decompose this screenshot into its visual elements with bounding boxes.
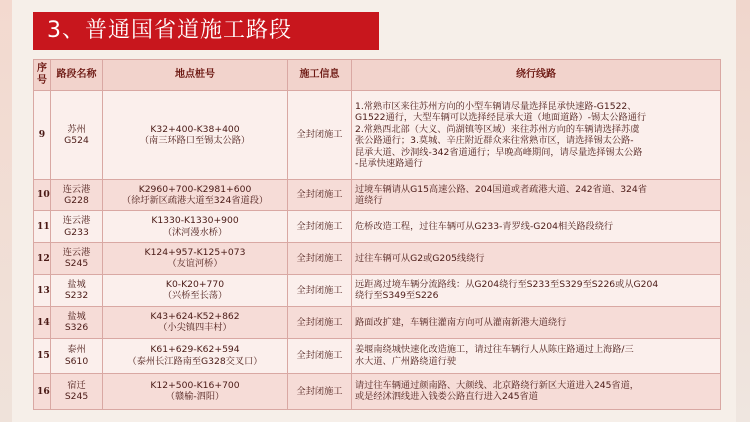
detour-route bbox=[352, 180, 721, 211]
road-code: G228 bbox=[64, 195, 89, 207]
detour-route bbox=[352, 243, 721, 275]
road-name bbox=[51, 91, 103, 180]
road-code: G233 bbox=[64, 226, 89, 238]
table-row bbox=[34, 211, 721, 243]
location-desc: （沭河漫水桥） bbox=[162, 226, 228, 238]
construction-info: 全封闭施工 bbox=[288, 91, 352, 180]
table-row bbox=[34, 306, 721, 338]
table-row bbox=[34, 91, 721, 180]
section-title: 3、普通国省道施工路段 bbox=[33, 12, 379, 50]
location-desc: （兴桥至长荡） bbox=[162, 290, 228, 302]
route-line: 过往车辆可从G2或G205线绕行 bbox=[355, 252, 485, 264]
table-row bbox=[34, 180, 721, 211]
construction-info: 全封闭施工 bbox=[288, 373, 352, 409]
location bbox=[103, 306, 288, 338]
route-line: 路面改扩建，车辆往灌南方向可从灌南新港大道绕行 bbox=[355, 316, 567, 328]
location-stake: K0-K20+770 bbox=[165, 278, 225, 290]
location-desc: （泰州长江路南至G328交叉口） bbox=[127, 355, 263, 367]
route-line: 张公路通行；3.莫城、辛庄附近群众来往常熟市区，请选择锡太公路- bbox=[355, 135, 634, 147]
construction-table bbox=[33, 59, 721, 410]
route-line: G1522通行，大型车辆可以选择经昆承大道（地面道路）-锡太公路通行 bbox=[355, 112, 647, 124]
construction-info: 全封闭施工 bbox=[288, 338, 352, 373]
detour-route bbox=[352, 306, 721, 338]
construction-info: 全封闭施工 bbox=[288, 211, 352, 243]
location-desc: （徐圩新区疏港大道至324省道段） bbox=[121, 195, 269, 207]
road-city: 连云港 bbox=[62, 183, 91, 195]
detour-route bbox=[352, 338, 721, 373]
road-code: G524 bbox=[64, 135, 89, 147]
road-code: S245 bbox=[64, 258, 89, 270]
row-no: 14 bbox=[34, 306, 51, 338]
road-city: 苏州 bbox=[67, 123, 86, 135]
route-line: 危桥改造工程，过往车辆可从G233-青罗线-G204相关路段绕行 bbox=[355, 220, 614, 232]
detour-route bbox=[352, 373, 721, 409]
location-desc: （赣榆-泗阳） bbox=[165, 391, 225, 403]
header-road: 路段名称 bbox=[51, 60, 103, 91]
road-city: 盐城 bbox=[67, 278, 86, 290]
location-stake: K1330-K1330+900 bbox=[151, 215, 239, 227]
location-stake: K12+500-K16+700 bbox=[150, 379, 240, 391]
right-decoration bbox=[736, 0, 750, 422]
row-no: 13 bbox=[34, 274, 51, 306]
route-line: 1.常熟市区来往苏州方向的小型车辆请尽量选择昆承快速路-G1522、 bbox=[355, 100, 637, 112]
route-line: -昆承快速路通行 bbox=[355, 158, 423, 170]
route-line: 2.常熟西北部（大义、尚湖镇等区域）来往苏州方向的车辆请选择苏虞 bbox=[355, 123, 640, 135]
table-row bbox=[34, 338, 721, 373]
location-stake: K32+400-K38+400 bbox=[150, 123, 240, 135]
row-no: 10 bbox=[34, 180, 51, 211]
route-line: 道绕行 bbox=[355, 195, 383, 207]
location bbox=[103, 243, 288, 275]
left-decoration bbox=[0, 0, 12, 422]
row-no: 15 bbox=[34, 338, 51, 373]
location-stake: K43+624-K52+862 bbox=[150, 310, 240, 322]
route-line: 水大道、广州路绕道行驶 bbox=[355, 355, 457, 367]
construction-info: 全封闭施工 bbox=[288, 180, 352, 211]
location-stake: K61+629-K62+594 bbox=[150, 344, 240, 356]
detour-route bbox=[352, 211, 721, 243]
road-code: S610 bbox=[64, 355, 89, 367]
route-line: 过境车辆请从G15高速公路、204国道或者疏港大道、242省道、324省 bbox=[355, 183, 647, 195]
header-no: 序号 bbox=[34, 60, 51, 91]
road-name bbox=[51, 211, 103, 243]
route-line: 或是经沭泗线进入钱娄公路直行进入245省道 bbox=[355, 391, 538, 403]
route-line: 远距离过境车辆分流路线：从G204绕行至S233至S329至S226或从G204 bbox=[355, 278, 659, 290]
road-name bbox=[51, 180, 103, 211]
road-city: 泰州 bbox=[67, 344, 86, 356]
road-city: 盐城 bbox=[67, 310, 86, 322]
location bbox=[103, 91, 288, 180]
detour-route bbox=[352, 91, 721, 180]
road-code: S326 bbox=[64, 322, 89, 334]
route-line: 昆承大道、沙洞线-342省道通行；早晚高峰期间，请尽量选择锡太公路 bbox=[355, 146, 643, 158]
road-city: 连云港 bbox=[62, 215, 91, 227]
road-name bbox=[51, 338, 103, 373]
road-code: S232 bbox=[64, 290, 89, 302]
location-desc: （友谊河桥） bbox=[167, 258, 223, 270]
route-line: 姜堰南绕城快速化改造施工，请过往车辆行人从陈庄路通过上海路/三 bbox=[355, 344, 634, 356]
location bbox=[103, 211, 288, 243]
row-no: 16 bbox=[34, 373, 51, 409]
location-desc: （小尖镇四丰村） bbox=[158, 322, 232, 334]
header-route: 绕行线路 bbox=[352, 60, 721, 91]
location bbox=[103, 180, 288, 211]
road-name bbox=[51, 373, 103, 409]
location-stake: K124+957-K125+073 bbox=[144, 246, 246, 258]
table-row bbox=[34, 274, 721, 306]
construction-info: 全封闭施工 bbox=[288, 306, 352, 338]
table-row bbox=[34, 373, 721, 409]
location bbox=[103, 338, 288, 373]
location bbox=[103, 373, 288, 409]
construction-info: 全封闭施工 bbox=[288, 243, 352, 275]
location-desc: （南三环路口至锡太公路） bbox=[139, 135, 251, 147]
road-code: S245 bbox=[64, 391, 89, 403]
row-no: 11 bbox=[34, 211, 51, 243]
route-line: 绕行至S349至S226 bbox=[355, 290, 439, 302]
road-name bbox=[51, 243, 103, 275]
construction-info: 全封闭施工 bbox=[288, 274, 352, 306]
row-no: 9 bbox=[34, 91, 51, 180]
road-name bbox=[51, 274, 103, 306]
location bbox=[103, 274, 288, 306]
table-header-row bbox=[34, 60, 721, 91]
header-info: 施工信息 bbox=[288, 60, 352, 91]
table-row bbox=[34, 243, 721, 275]
row-no: 12 bbox=[34, 243, 51, 275]
road-city: 宿迁 bbox=[67, 379, 86, 391]
road-city: 连云港 bbox=[62, 246, 91, 258]
road-name bbox=[51, 306, 103, 338]
route-line: 请过往车辆通过颜南路、大颜线、北京路绕行新区大道进入245省道， bbox=[355, 379, 639, 391]
location-stake: K2960+700-K2981+600 bbox=[138, 183, 252, 195]
header-location: 地点桩号 bbox=[103, 60, 288, 91]
detour-route bbox=[352, 274, 721, 306]
